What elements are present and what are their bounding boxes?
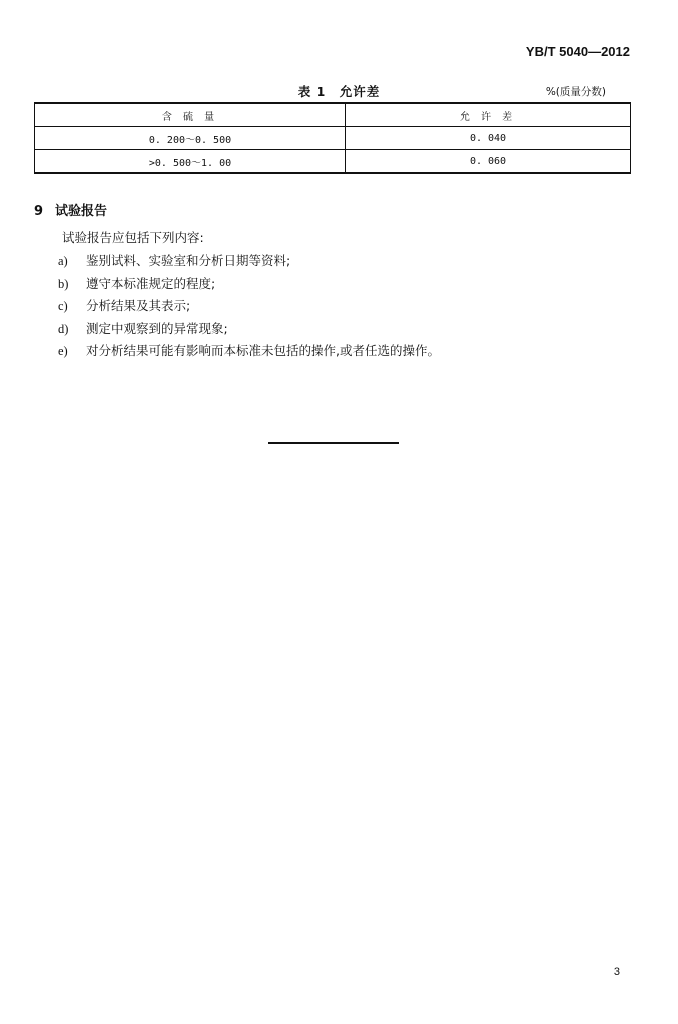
table-title: 表 1 允许差	[297, 84, 381, 99]
section-intro: 试验报告应包括下列内容:	[62, 230, 204, 245]
table-cell-sulfur-range: 0. 200～0. 500	[35, 127, 346, 150]
standard-code: YB/T 5040—2012	[525, 44, 630, 59]
list-item-marker: a)	[58, 254, 68, 268]
list-item-marker: e)	[58, 344, 68, 358]
list-item-text: 对分析结果可能有影响而本标准未包括的操作,或者任选的操作。	[86, 343, 440, 358]
list-item-text: 分析结果及其表示;	[86, 298, 191, 313]
list-item	[58, 318, 440, 341]
table-row	[35, 150, 631, 174]
list-item-marker: b)	[58, 276, 69, 291]
list-item	[58, 250, 440, 273]
list-item	[58, 340, 440, 363]
table-header-row	[35, 103, 631, 127]
list-item	[58, 273, 440, 296]
report-items-list	[58, 250, 440, 363]
table-row	[35, 127, 631, 150]
list-item-text: 测定中观察到的异常现象;	[86, 320, 228, 336]
section-heading	[34, 200, 107, 219]
section-number: 9	[34, 204, 44, 219]
end-of-document-rule	[268, 442, 399, 444]
table-unit: %(质量分数)	[545, 86, 606, 98]
section-title: 试验报告	[55, 204, 108, 219]
list-item-text: 遵守本标准规定的程度;	[86, 275, 216, 291]
tolerance-table	[34, 102, 631, 174]
table-cell-tolerance: 0. 040	[346, 127, 631, 150]
page-number: 3	[613, 966, 620, 978]
list-item-text: 鉴别试料、实验室和分析日期等资料;	[86, 253, 291, 268]
list-item-marker: c)	[58, 299, 68, 313]
table-cell-sulfur-range: >0. 500～1. 00	[35, 150, 346, 174]
column-header-sulfur-content: 含 硫 量	[35, 103, 346, 127]
list-item-marker: d)	[58, 321, 69, 336]
table-cell-tolerance: 0. 060	[346, 150, 631, 174]
list-item	[58, 295, 440, 318]
column-header-tolerance: 允 许 差	[346, 103, 631, 127]
